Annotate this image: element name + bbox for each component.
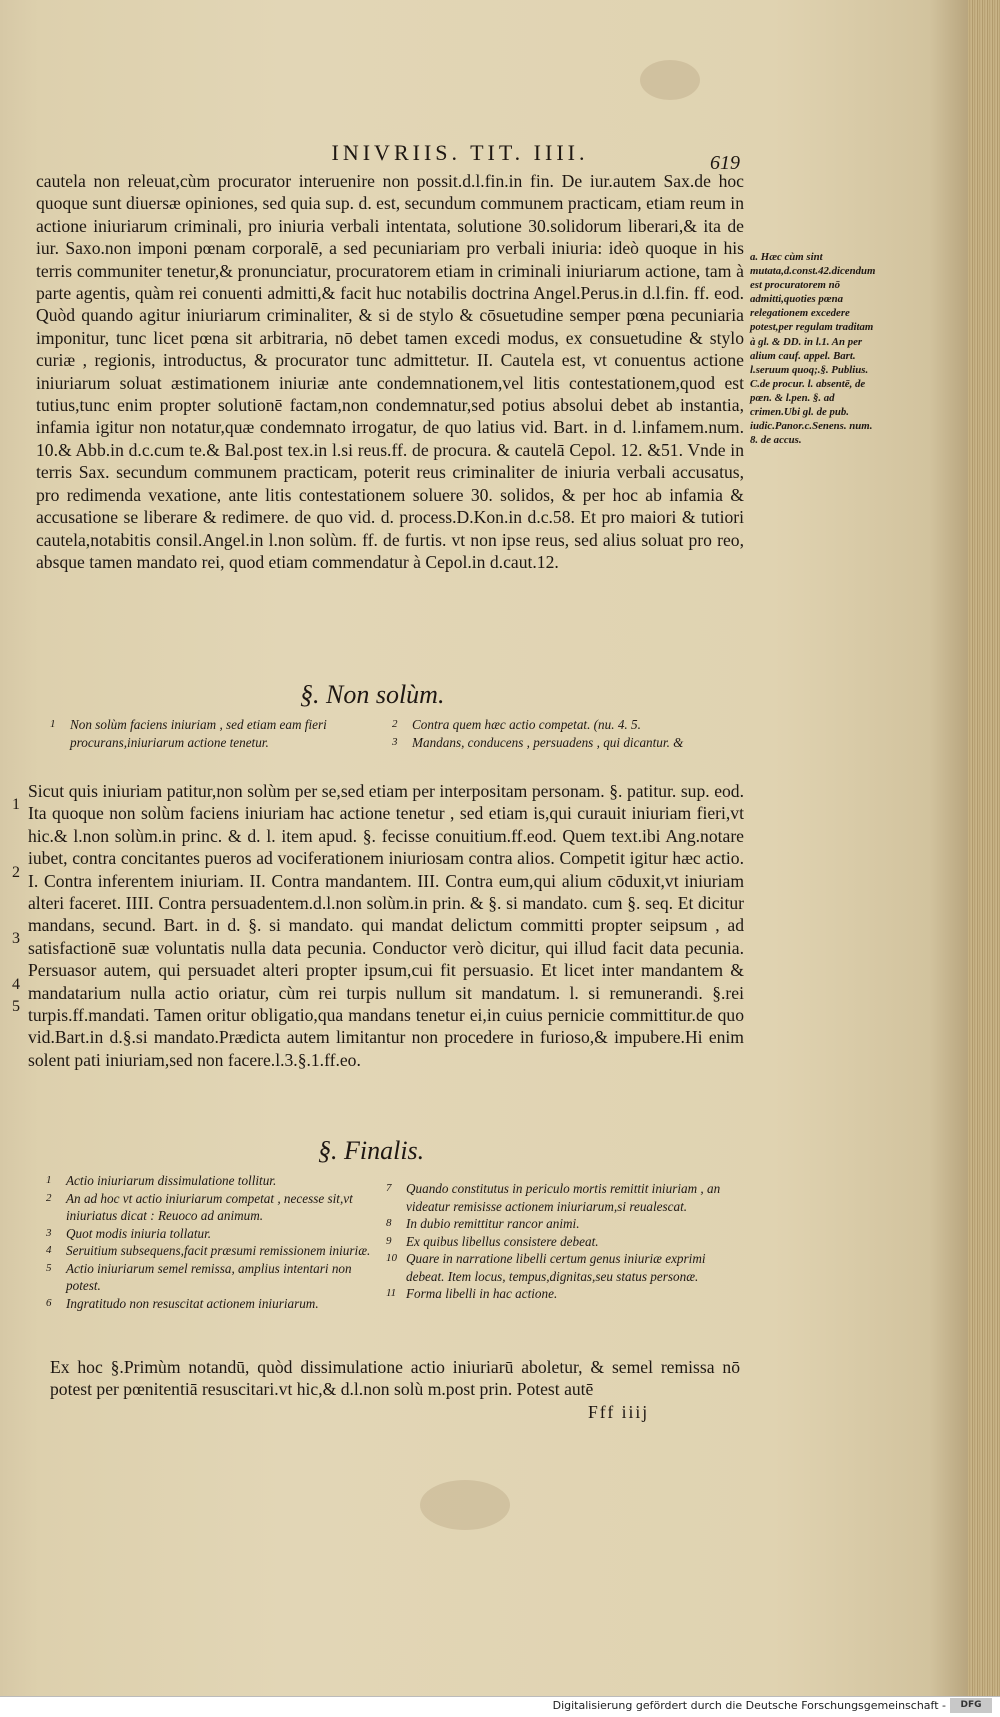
section-title-finalis: §. Finalis. bbox=[318, 1136, 425, 1165]
summary-number: 8 bbox=[386, 1217, 392, 1229]
summary-number: 11 bbox=[386, 1287, 397, 1299]
summary-item bbox=[386, 1285, 742, 1303]
summary-number: 10 bbox=[386, 1252, 397, 1264]
margin-number: 3 bbox=[12, 930, 20, 947]
summary-number: 4 bbox=[46, 1244, 52, 1256]
summary-number: 9 bbox=[386, 1234, 392, 1247]
summary-number: 6 bbox=[46, 1296, 52, 1309]
summary-text: Quare in narratione libelli certum genus iniuriæ exprimi debeat. Item locus, tempus,dignitas,seu status personæ. bbox=[406, 1251, 706, 1284]
summary-item bbox=[46, 1190, 376, 1225]
summary-number: 5 bbox=[46, 1261, 52, 1274]
stain bbox=[420, 1480, 510, 1530]
summary-item bbox=[50, 716, 380, 751]
summary-number: 2 bbox=[392, 718, 398, 730]
summary-number: 3 bbox=[46, 1226, 52, 1239]
signature-mark: Fff iiij bbox=[588, 1402, 650, 1422]
summary-item bbox=[46, 1242, 376, 1260]
summary-item bbox=[46, 1260, 376, 1295]
summary-item bbox=[386, 1215, 742, 1233]
summary-text: In dubio remittitur rancor animi. bbox=[406, 1216, 580, 1231]
summary-number: 1 bbox=[46, 1174, 52, 1186]
summary-left-2 bbox=[46, 1172, 376, 1312]
summary-right-2 bbox=[386, 1180, 742, 1303]
summary-item bbox=[386, 1180, 742, 1215]
summary-left-1 bbox=[50, 716, 380, 751]
summary-number: 1 bbox=[50, 718, 56, 730]
summary-text: Non solùm faciens iniuriam , sed etiam eam fieri procurans,iniuriarum actione tenetur. bbox=[70, 717, 327, 750]
summary-item bbox=[392, 716, 742, 734]
digitization-credit: Digitalisierung gefördert durch die Deutsche Forschungsgemeinschaft - bbox=[552, 1699, 946, 1712]
folio-number: 619 bbox=[710, 152, 740, 174]
summary-item bbox=[386, 1233, 742, 1251]
summary-number: 3 bbox=[392, 735, 398, 748]
section-title-non-solum: §. Non solùm. bbox=[300, 680, 445, 709]
summary-text: Mandans, conducens , persuadens , qui dicantur. & bbox=[412, 734, 684, 750]
summary-number: 7 bbox=[386, 1182, 392, 1194]
summary-text: Quando constitutus in periculo mortis remittit iniuriam , an videatur remisisse actionem iniuriarum,si reualescat. bbox=[406, 1181, 721, 1214]
margin-number: 4 bbox=[12, 976, 20, 993]
margin-number: 2 bbox=[12, 864, 20, 881]
summary-text: An ad hoc vt actio iniuriarum competat , necesse sit,vt iniuriatus dicat : Reuoco ad animum. bbox=[66, 1190, 353, 1223]
main-text-block bbox=[36, 170, 744, 573]
summary-text: Ex quibus libellus consistere debeat. bbox=[406, 1233, 599, 1249]
summary-item bbox=[386, 1250, 742, 1285]
summary-text: Actio iniuriarum dissimulatione tollitur. bbox=[66, 1173, 277, 1188]
margin-number: 1 bbox=[12, 796, 20, 813]
margin-number: 5 bbox=[12, 998, 20, 1015]
summary-text: Quot modis iniuria tollatur. bbox=[66, 1225, 212, 1241]
summary-text: Actio iniuriarum semel remissa, amplius intentari non potest. bbox=[66, 1260, 352, 1293]
summary-text: Ingratitudo non resuscitat actionem iniuriarum. bbox=[66, 1295, 319, 1311]
dfg-logo: DFG bbox=[950, 1698, 992, 1713]
summary-item bbox=[46, 1225, 376, 1243]
margin-note: a. Hæc cùm sint mutata,d.const.42.dicendum est procuratorem nō admitti,quoties pœna relegationem excedere potest,per regulam traditam à gl. & DD. in l.1. An per alium cauf. appel. Bart. l.seruum quoq;.§. Publius. C.de procur. l. absentē, de pœn. & l.pen. §. ad crimen.Ubi gl. de pub. iudic.Panor.c.Senens. num. 8. de accus. bbox=[750, 251, 876, 447]
running-title: INIVRIIS. TIT. IIII. bbox=[331, 140, 589, 165]
stain bbox=[640, 60, 700, 100]
main-paragraph: cautela non releuat,cùm procurator interuenire non possit.d.l.fin.in fin. De iur.autem Sax.de hoc quoque sunt diuersæ opiniones, sed quia sup. d. est, secundum communem practicam, etiam reum in actione iniuriarum criminali, pro iniuria verbali intentata, solutione 30.solidorum liberari,& ita de iur. Saxo.non imponi pœnam corporalē, a sed pecuniariam pro verbali iniuria: ideò quoque in his terris communiter tenetur,& pronunciatur, procuratorem etiam in criminali iniuriarum actione, tam à parte agentis, quàm rei conuenti admitti,& facit huc notabilis doctrina Angel.Perus.in d.l.fin. ff. eod. Quòd quando agitur iniuriarum criminaliter, & si de stylo & cōsuetudine semper pœna pecuniaria imponitur, tunc licet pœna sit arbitraria, nō debet tamen excedi modus, ex consuetudine & stylo curiæ , regionis, introductus, & procurator tunc admittetur. II. Cautela est, vt conuentus actione iniuriarum soluat æstimationem iniuriæ ante condemnationem,vel litis contestationem,quod est tutius,tunc enim propter solutionē factam,non condemnatur,sed potius absolui debet ab instantia, infamia igitur non notatur,quæ condemnato irrogatur, de quo latius vid. Bart. in d. l.infamem.num. 10.& Abb.in d.c.cum te.& Bal.post tex.in l.si reus.ff. de procura. & cautelā Cepol. 12. &51. Vnde in terris Sax. secundum communem practicam, poterit reus criminaliter de iniuria verbali accusatus, pro redimenda vexatione, ante litis contestationem soluere 30. solidos, & per hoc ab infamia & accusatione se liberare & redimere. de quo vid. d. process.D.Kon.in d.c.58. Et pro maiori & tutiori cautela,notabitis consil.Angel.in l.non solùm. ff. de furtis. vt non ipse reus, sed alius soluat pro reo, absque tamen mandato rei, quod etiam commendatur à Cepol.in d.caut.12. bbox=[36, 171, 744, 572]
summary-item bbox=[46, 1172, 376, 1190]
section-body-finalis: Ex hoc §.Primùm notandū, quòd dissimulatione actio iniuriarū aboletur, & semel remissa nō potest per pœnitentiā resuscitari.vt hic,& d.l.non solù m.post prin. Potest autē bbox=[50, 1357, 740, 1400]
summary-text: Forma libelli in hac actione. bbox=[406, 1286, 558, 1301]
summary-item bbox=[46, 1295, 376, 1313]
summary-text: Seruitium subsequens,facit præsumi remissionem iniuriæ. bbox=[66, 1243, 371, 1258]
summary-text: Contra quem hæc actio competat. (nu. 4. 5. bbox=[412, 717, 641, 732]
page-edges bbox=[968, 0, 1000, 1696]
section-body-non-solum: Sicut quis iniuriam patitur,non solùm per se,sed etiam per interpositam personam. §. patitur. sup. eod. Ita quoque non solùm faciens iniuriam hac actione tenetur , sed etiam is,qui curauit iniuriam fieri,vt hic.& l.non solùm.in princ. & d. l. item apud. §. fecisse conuitium.ff.eod. Quem text.ibi Ang.notare iubet, contra concitantes pueros ad vociferationem iniuriosam contra alios. Competit igitur hæc actio. I. Contra inferentem iniuriam. II. Contra mandantem. III. Contra eum,qui alium cōduxit,vt iniuriam alteri faceret. IIII. Contra persuadentem.d.l.non solùm.in prin. & §. si mandato. cum §. seq. Et dicitur mandans, secund. Bart. in d. §. si mandato. qui mandat delictum committi propter seipsum , ad satisfactionē suæ voluntatis nulla data pecunia. Conductor verò dicitur, qui illud facit data pecunia. Persuasor autem, qui persuadet alteri propter ipsum,cui fit persuasio. Et licet inter mandantem & mandatarium nulla actio oriatur, cùm rei turpis nullum sit mandatum. l. si remunerandi. §.rei turpis.ff.mandati. Tamen oritur obligatio,qua mandans tenetur ei,in cuius pernicie committitur.de quo vid.Bart.in d.§.si mandato.Prædicta autem limitantur non procedere in furioso,& impubere.Hi enim solent pati iniuriam,sed non facere.l.3.§.1.ff.eo. bbox=[28, 781, 744, 1070]
summary-item bbox=[392, 734, 742, 752]
summary-right-1 bbox=[392, 716, 742, 751]
summary-number: 2 bbox=[46, 1191, 52, 1204]
